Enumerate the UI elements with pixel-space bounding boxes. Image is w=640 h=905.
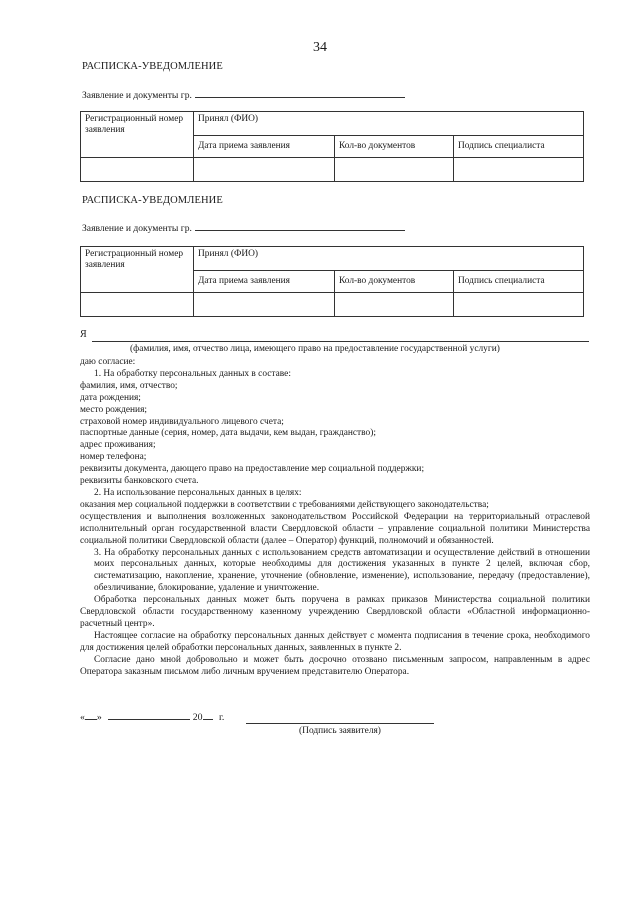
applicant-signature-line[interactable] [246,723,434,724]
para-revoke: Согласие дано мной добровольно и может быть досрочно отозвано письменным запросом, направленным в адрес Оператора заказным письмом либо личным вручением представителю Оператора. [80,654,590,677]
date-close-quote: » [96,712,102,723]
application-line-1 [82,88,405,102]
month-blank[interactable] [108,719,190,720]
docs-count-label: Кол-во документов [335,136,454,158]
year-suffix: г. [218,712,225,723]
list-item: паспортные данные (серия, номер, дата выдачи, кем выдан, гражданство); [80,428,376,439]
accepted-by-label: Принял (ФИО) [194,247,584,271]
consent-item-1: 1. На обработку персональных данных в составе: [94,368,291,379]
docs-count-cell[interactable] [335,158,454,182]
list-item: фамилия, имя, отчество; [80,380,178,391]
receipt-table-2 [80,246,584,317]
consent-body [80,357,590,678]
applicant-name-blank[interactable] [195,221,405,231]
applicant-signature-caption: (Подпись заявителя) [299,726,381,736]
date-field [80,712,224,724]
fio-note: (фамилия, имя, отчество лица, имеющего право на предоставление государственной услуги) [130,344,500,354]
purpose-1: оказания мер социальной поддержки в соответствии с требованиями действующего законодательства; [80,499,489,510]
date-received-label: Дата приема заявления [194,271,335,293]
receipt-table-1 [80,111,584,182]
reg-number-cell[interactable] [81,293,194,317]
reg-number-cell[interactable] [81,158,194,182]
list-item: реквизиты документа, дающего право на предоставление мер социальной поддержки; [80,464,425,475]
year-prefix: 20 [192,712,203,723]
list-item: номер телефона; [80,452,147,463]
date-open-quote: « [80,712,85,723]
docs-count-label: Кол-во документов [335,271,454,293]
reg-number-label: Регистрационный номер заявления [81,112,194,158]
receipt-title-1: РАСПИСКА-УВЕДОМЛЕНИЕ [82,61,223,72]
para-entrust: Обработка персональных данных может быть поручена в рамках приказов Министерства социальной политики Свердловской области государственному казенному учреждению Свердловской области «Областной информационно-расчетный центр». [80,595,590,629]
accepted-by-label: Принял (ФИО) [194,112,584,136]
day-blank[interactable] [85,719,97,720]
application-line-2 [82,221,405,235]
list-item: реквизиты банковского счета. [80,476,199,487]
consent-item-2: 2. На использование персональных данных в целях: [94,487,302,498]
specialist-signature-cell[interactable] [454,158,584,182]
year-blank[interactable] [203,719,213,720]
list-item: дата рождения; [80,392,141,403]
date-received-cell[interactable] [194,293,335,317]
consent-item-3: 3. На обработку персональных данных с использованием средств автоматизации и осуществление действий в отношении моих персональных данных, которые необходимы для достижения указанных в пункте 2 целей, включая сбор, систематизацию, накопление, хранение, уточнение (обновление, изменение), использование, передачу (предоставление), обезличивание, блокирование, удаление и уничтожение. [94,547,590,594]
specialist-signature-label: Подпись специалиста [454,136,584,158]
list-item: место рождения; [80,404,147,415]
consent-ya: Я [80,329,87,340]
docs-count-cell[interactable] [335,293,454,317]
applicant-name-blank[interactable] [195,88,405,98]
page-number: 34 [313,40,327,55]
application-line-label: Заявление и документы гр. [82,223,192,234]
para-validity: Настоящее согласие на обработку персональных данных действует с момента подписания в течение срока, необходимого для достижения целей обработки персональных данных, заявленных в пункте 2. [80,630,590,653]
list-item: адрес проживания; [80,440,156,451]
specialist-signature-label: Подпись специалиста [454,271,584,293]
date-received-cell[interactable] [194,158,335,182]
applicant-fio-blank[interactable] [92,341,589,342]
receipt-title-2: РАСПИСКА-УВЕДОМЛЕНИЕ [82,195,223,206]
purpose-2: осуществления и выполнения возложенных законодательством Российской Федерации на территориальный отраслевой исполнительный орган государственной власти Свердловской области – управление социальной политики Министерства социальной политики Свердловской области (далее – Оператор) функций, полномочий и обязанностей. [80,511,590,546]
application-line-label: Заявление и документы гр. [82,90,192,101]
specialist-signature-cell[interactable] [454,293,584,317]
reg-number-label: Регистрационный номер заявления [81,247,194,293]
consent-intro: даю согласие: [80,357,136,367]
list-item: страховой номер индивидуального лицевого счета; [80,416,284,427]
date-received-label: Дата приема заявления [194,136,335,158]
